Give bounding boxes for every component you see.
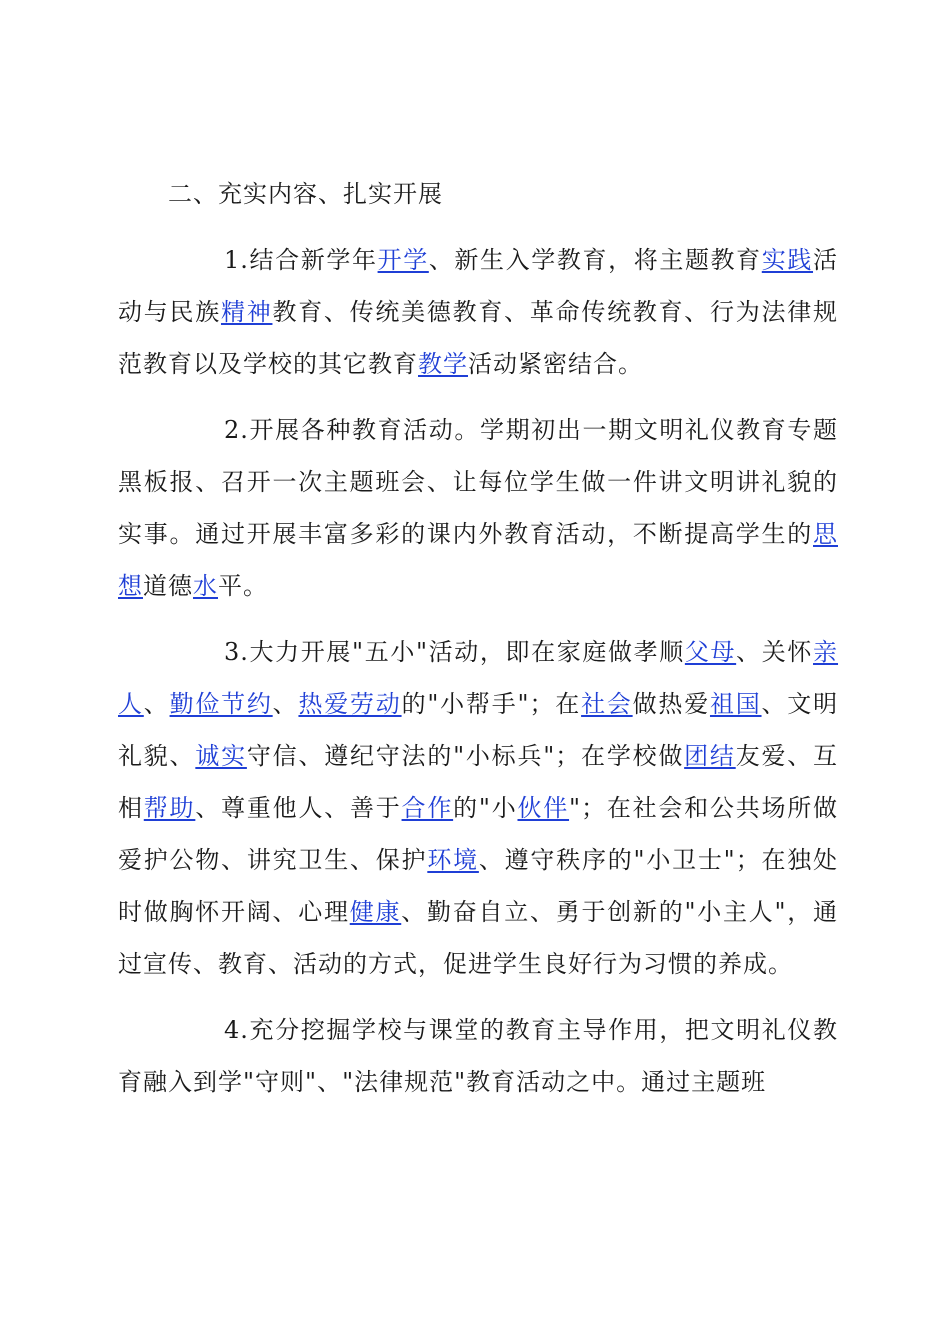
keyword-link[interactable]: 团结 [684,742,736,770]
keyword-link[interactable]: 实践 [761,246,814,274]
keyword-link[interactable]: 帮助 [143,794,196,822]
keyword-link[interactable]: 社会 [581,690,633,718]
paragraph-text: 的"小帮手"；在 [401,690,582,718]
paragraph-text: 教育、传统美德教育、革命传统教育、行为法律规范教育以及学校的其它教育 [118,298,839,378]
document-body [118,168,838,1122]
paragraph-text: 活动与民族 [118,246,839,326]
keyword-link[interactable]: 亲人 [118,638,839,718]
keyword-link[interactable]: 勤俭节约 [169,690,273,718]
keyword-link[interactable]: 健康 [349,898,402,926]
paragraph-text: 、文明礼貌、 [118,690,839,770]
section-heading: 二、充实内容、扎实开展 [168,180,443,208]
keyword-link[interactable]: 伙伴 [517,794,570,822]
paragraph-4 [118,1004,838,1108]
paragraph-text: 3.大力开展"五小"活动，即在家庭做孝顺 [224,638,685,666]
paragraph-list [118,234,838,1108]
keyword-link[interactable]: 精神 [220,298,273,326]
paragraph-text: 守信、遵纪守法的"小标兵"；在学校做 [246,742,685,770]
paragraph-text: 活动紧密结合。 [468,350,643,378]
paragraph-text: 、遵守秩序的"小卫士"；在独处时做胸怀开阔、心理 [118,846,839,926]
paragraph-3 [118,626,838,990]
paragraph-text: 、 [143,690,170,718]
paragraph-text: 、关怀 [736,638,814,666]
keyword-link[interactable]: 诚实 [195,742,247,770]
paragraph-text: 、尊重他人、善于 [195,794,402,822]
paragraph-2 [118,404,838,612]
keyword-link[interactable]: 教学 [418,350,468,378]
keyword-link[interactable]: 水 [193,572,218,600]
paragraph-text: "；在社会和公共场所做爱护公物、讲究卫生、保护 [118,794,839,874]
keyword-link[interactable]: 开学 [377,246,429,274]
keyword-link[interactable]: 思想 [118,520,838,600]
keyword-link[interactable]: 热爱劳动 [298,690,402,718]
paragraph-text: 2.开展各种教育活动。学期初出一期文明礼仪教育专题黑板报、召开一次主题班会、让每位学生做一件讲文明讲礼貌的实事。通过开展丰富多彩的课内外教育活动，不断提高学生的 [118,416,838,548]
paragraph-text: 、新生入学教育，将主题教育 [428,246,762,274]
keyword-link[interactable]: 父母 [684,638,737,666]
paragraph-1 [118,234,838,390]
keyword-link[interactable]: 祖国 [709,690,762,718]
paragraph-text: 、 [272,690,299,718]
paragraph-text: 道德 [143,572,193,600]
paragraph-text: 4.充分挖掘学校与课堂的教育主导作用，把文明礼仪教育融入到学"守则"、"法律规范"教育活动之中。通过主题班 [118,1016,838,1096]
paragraph-text: 1.结合新学年 [224,246,378,274]
keyword-link[interactable]: 合作 [401,794,454,822]
paragraph-text: 、勤奋自立、勇于创新的"小主人"，通过宣传、教育、活动的方式，促进学生良好行为习惯的养成。 [118,898,839,978]
keyword-link[interactable]: 环境 [427,846,479,874]
paragraph-text: 友爱、互相 [118,742,839,822]
paragraph-text: 做热爱 [632,690,710,718]
paragraph-text: 的"小 [453,794,518,822]
paragraph-text: 平。 [218,572,268,600]
